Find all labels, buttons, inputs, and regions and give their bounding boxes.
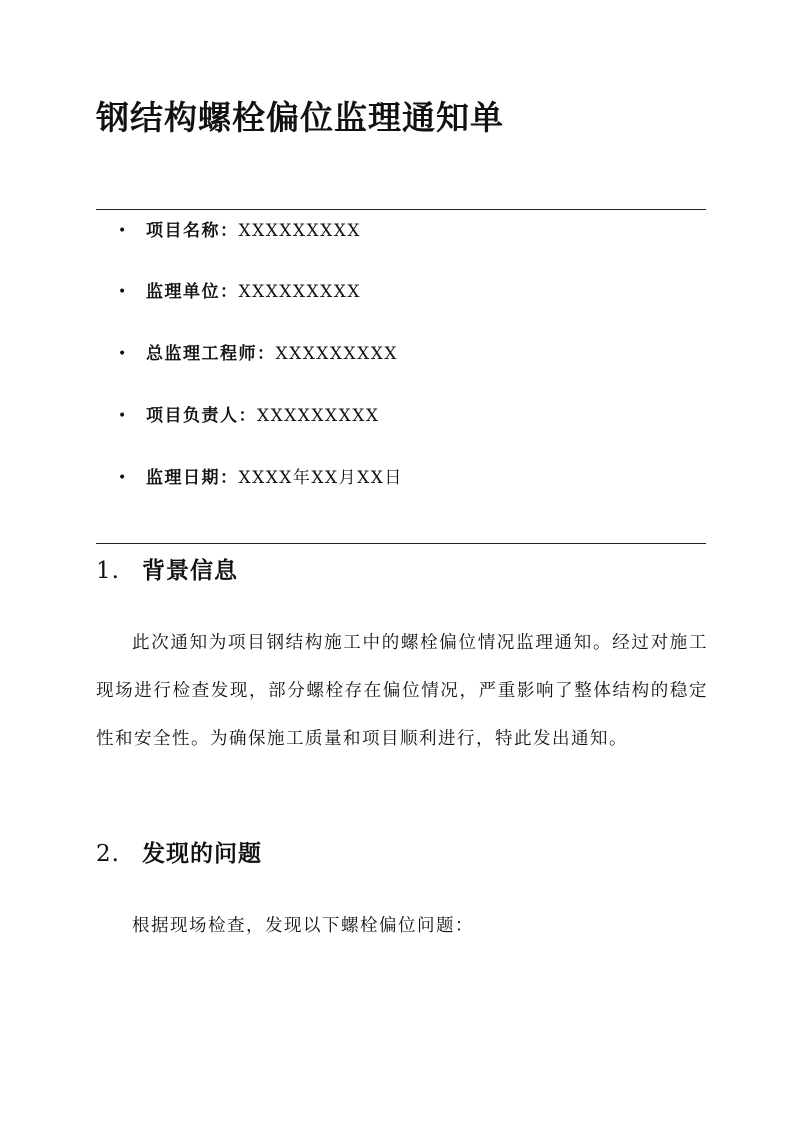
document-title: 钢结构螺栓偏位监理通知单 bbox=[96, 98, 504, 137]
section-divider bbox=[96, 543, 706, 544]
section-title: 发现的问题 bbox=[142, 840, 262, 867]
info-value: XXXXXXXXX bbox=[257, 406, 380, 426]
info-label: 监理单位： bbox=[146, 282, 239, 302]
bullet-icon: • bbox=[118, 223, 128, 239]
info-item-project-manager bbox=[118, 401, 379, 431]
info-value: XXXXXXXXX bbox=[238, 221, 361, 241]
info-item-supervision-date bbox=[118, 463, 403, 493]
info-item-supervision-unit bbox=[118, 277, 361, 307]
info-label: 监理日期： bbox=[146, 468, 239, 488]
section-heading-background bbox=[96, 555, 238, 587]
info-value: XXXXXXXXX bbox=[238, 282, 361, 302]
section-title: 背景信息 bbox=[142, 557, 238, 584]
info-label: 项目负责人： bbox=[146, 406, 257, 426]
info-value: XXXX年XX月XX日 bbox=[238, 468, 403, 488]
bullet-icon: • bbox=[118, 408, 128, 424]
bullet-icon: • bbox=[118, 284, 128, 300]
bullet-icon: • bbox=[118, 346, 128, 362]
info-item-project-name bbox=[118, 216, 361, 246]
info-value: XXXXXXXXX bbox=[275, 344, 398, 364]
top-divider bbox=[96, 209, 706, 210]
info-label: 项目名称： bbox=[146, 221, 239, 241]
info-item-chief-engineer bbox=[118, 339, 398, 369]
section-paragraph-issues: 根据现场检查，发现以下螺栓偏位问题： bbox=[132, 916, 474, 936]
section-heading-issues bbox=[96, 838, 262, 870]
bullet-icon: • bbox=[118, 470, 128, 486]
section-paragraph-background: 此次通知为项目钢结构施工中的螺栓偏位情况监理通知。经过对施工现场进行检查发现，部分螺栓存在偏位情况，严重影响了整体结构的稳定性和安全性。为确保施工质量和项目顺利进行，特此发出通知。 bbox=[96, 633, 708, 749]
section-number: 1. bbox=[96, 558, 120, 584]
info-label: 总监理工程师： bbox=[146, 344, 276, 364]
section-number: 2. bbox=[96, 841, 120, 867]
